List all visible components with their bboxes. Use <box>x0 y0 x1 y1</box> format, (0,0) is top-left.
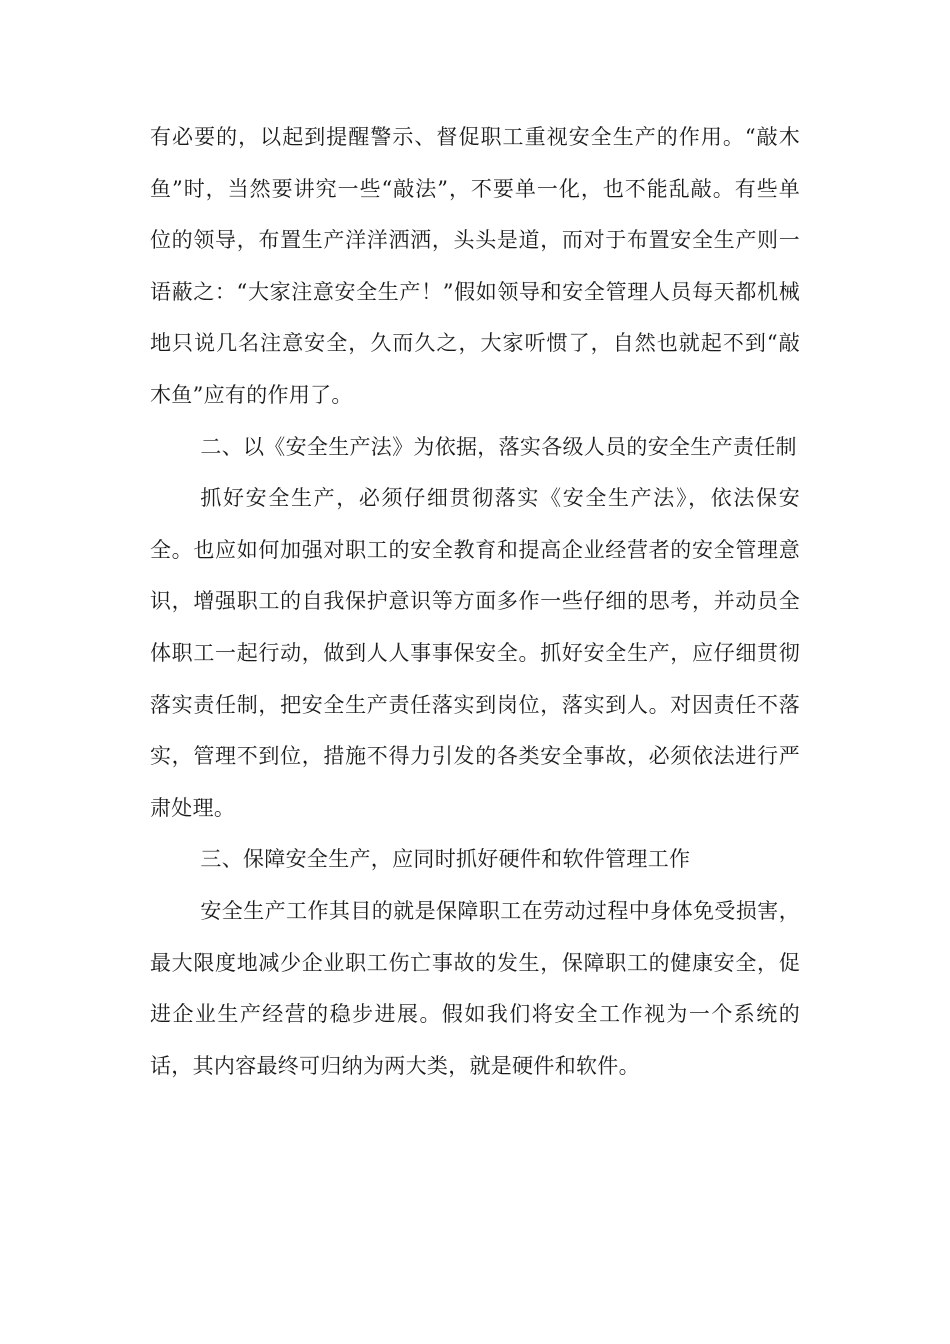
paragraph-section-3: 安全生产工作其目的就是保障职工在劳动过程中身体免受损害，最大限度地减少企业职工伤亡事故的发生，保障职工的健康安全，促进企业生产经营的稳步进展。假如我们将安全工作视为一个系统的话，其内容最终可归纳为两大类，就是硬件和软件。 <box>150 898 800 1078</box>
document-body <box>150 112 800 1092</box>
section-heading-2: 二、以《安全生产法》为依据，落实各级人员的安全生产责任制 <box>200 434 797 459</box>
paragraph-continuation: 有必要的，以起到提醒警示、督促职工重视安全生产的作用。“敲木鱼”时，当然要讲究一些“敲法”，不要单一化，也不能乱敲。有些单位的领导，布置生产洋洋洒洒，头头是道，而对于布置安全生产则一语蔽之：“大家注意安全生产！”假如领导和安全管理人员每天都机械地只说几名注意安全，久而久之，大家听惯了，自然也就起不到“敲木鱼”应有的作用了。 <box>150 125 800 407</box>
section-heading-3: 三、保障安全生产，应同时抓好硬件和软件管理工作 <box>200 847 691 872</box>
paragraph-section-2: 抓好安全生产，必须仔细贯彻落实《安全生产法》，依法保安全。也应如何加强对职工的安全教育和提高企业经营者的安全管理意识，增强职工的自我保护意识等方面多作一些仔细的思考，并动员全体职工一起行动，做到人人事事保安全。抓好安全生产，应仔细贯彻落实责任制，把安全生产责任落实到岗位，落实到人。对因责任不落实，管理不到位，措施不得力引发的各类安全事故，必须依法进行严肃处理。 <box>150 486 800 820</box>
